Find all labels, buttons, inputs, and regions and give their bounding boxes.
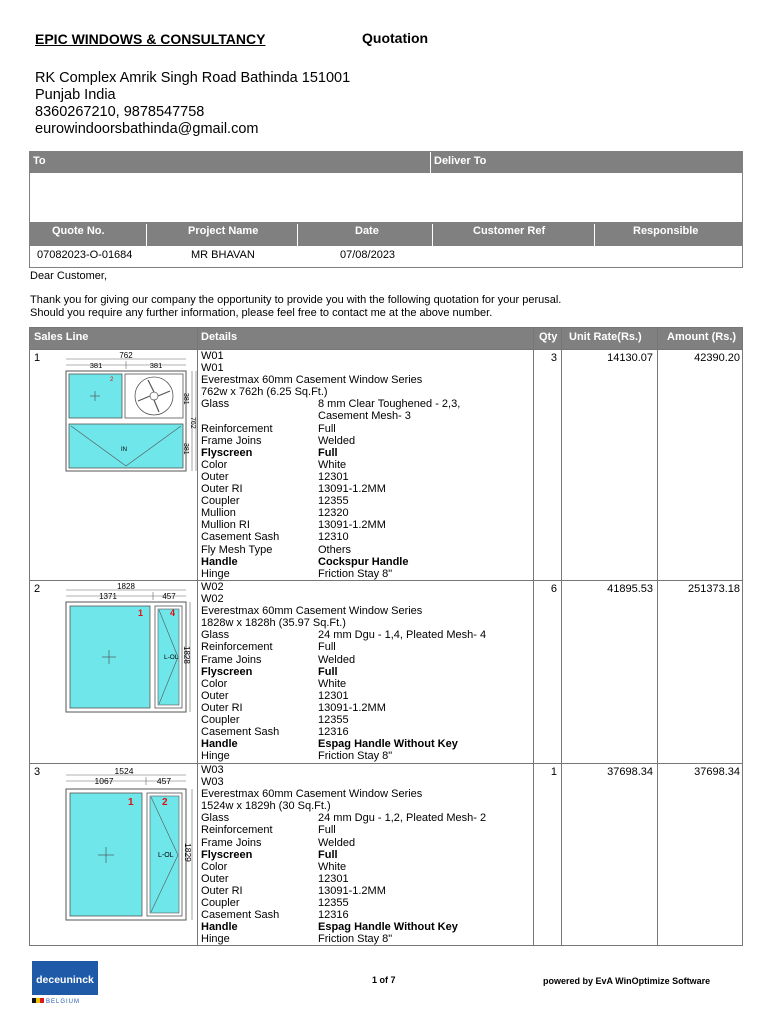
responsible-header: Responsible xyxy=(633,225,699,237)
spec-key: Reinforcement xyxy=(201,641,273,654)
unit-rate-value: 37698.34 xyxy=(607,766,653,778)
divider xyxy=(146,224,147,246)
spec-key: Mullion xyxy=(201,507,236,520)
spec-value: 12310 xyxy=(318,531,349,544)
spec-row xyxy=(201,849,486,861)
spec-value: Casement Mesh- 3 xyxy=(318,410,411,423)
spec-key: Glass xyxy=(201,398,230,411)
spec-value: Friction Stay 8" xyxy=(318,567,393,580)
mark-label: 2 xyxy=(110,377,114,383)
spec-row xyxy=(201,897,486,909)
item-code: W02 xyxy=(201,593,224,606)
dim-bottom: 381 xyxy=(182,443,189,455)
dim-left: 381 xyxy=(89,361,103,370)
item-code: W03 xyxy=(201,776,224,789)
spec-row xyxy=(201,495,460,507)
spec-value: 12301 xyxy=(318,470,349,483)
spec-value: Friction Stay 8" xyxy=(318,750,393,763)
spec-row xyxy=(201,690,486,702)
phone-line: 8360267210, 9878547758 xyxy=(35,104,205,120)
spec-value: 12320 xyxy=(318,507,349,520)
spec-key: Outer RI xyxy=(201,884,243,897)
spec-key: Flyscreen xyxy=(201,446,253,459)
in-label: IN xyxy=(121,447,127,453)
spec-key: Outer xyxy=(201,470,229,483)
project-name-header: Project Name xyxy=(188,225,259,237)
spec-key: Frame Joins xyxy=(201,836,262,849)
amount-value: 37698.34 xyxy=(694,766,740,778)
dim-left: 1371 xyxy=(99,592,117,601)
spec-key: Coupler xyxy=(201,897,240,910)
item-code: W03 xyxy=(201,764,224,776)
spec-value: 12316 xyxy=(318,909,349,922)
spec-key: Reinforcement xyxy=(201,824,273,837)
dim-height: 1829 xyxy=(183,843,193,862)
spec-row xyxy=(201,447,460,459)
item-specs xyxy=(201,629,486,762)
spec-key: Frame Joins xyxy=(201,653,262,666)
spec-row xyxy=(201,459,460,471)
item-size: 1524w x 1829h (30 Sq.Ft.) xyxy=(201,800,331,813)
dim-left: 1067 xyxy=(94,776,114,786)
lo-label: L-OL xyxy=(164,654,179,661)
company-name: EPIC WINDOWS & CONSULTANCY xyxy=(35,31,266,47)
company-address xyxy=(35,70,350,138)
item-size: 762w x 762h (6.25 Sq.Ft.) xyxy=(201,386,328,399)
spec-key: Casement Sash xyxy=(201,726,280,739)
spec-row xyxy=(201,861,486,873)
item-specs xyxy=(201,812,486,945)
intro-line: Should you require any further information, please feel free to contact me at the above number. xyxy=(30,307,493,319)
spec-row xyxy=(201,750,486,762)
spec-value: 13091-1.2MM xyxy=(318,519,386,532)
qty-value: 6 xyxy=(550,583,557,595)
spec-row xyxy=(201,410,460,422)
spec-value: 12355 xyxy=(318,897,349,910)
spec-value: 12316 xyxy=(318,726,349,739)
unit-rate-header: Unit Rate(Rs.) xyxy=(569,331,642,343)
spec-value: 13091-1.2MM xyxy=(318,701,386,714)
spec-value: Full xyxy=(318,824,336,837)
amount-value: 42390.20 xyxy=(694,352,740,364)
spec-row xyxy=(201,531,460,543)
spec-row xyxy=(201,641,486,653)
dim-right: 457 xyxy=(156,776,172,786)
spec-value: Full xyxy=(318,446,338,459)
intro-line: Thank you for giving our company the opportunity to provide you with the following quotation for your perusal. xyxy=(30,294,562,306)
mark-label: 1 xyxy=(138,608,144,618)
item-specs xyxy=(201,398,460,579)
spec-key: Frame Joins xyxy=(201,434,262,447)
column-divider xyxy=(657,328,658,945)
spec-row xyxy=(201,398,460,410)
spec-value: White xyxy=(318,677,347,690)
spec-key: Hinge xyxy=(201,567,230,580)
item-code: W01 xyxy=(201,350,224,362)
dim-right: 457 xyxy=(162,592,176,601)
spec-row xyxy=(201,714,486,726)
dim-width: 762 xyxy=(119,351,133,360)
spec-key: Reinforcement xyxy=(201,422,273,435)
quote-info-table xyxy=(29,223,743,268)
amount-value: 251373.18 xyxy=(688,583,740,595)
spec-key: Color xyxy=(201,458,228,471)
spec-row xyxy=(201,666,486,678)
divider xyxy=(297,224,298,246)
spec-row xyxy=(201,909,486,921)
qty-header: Qty xyxy=(539,331,558,343)
unit-rate-value: 41895.53 xyxy=(607,583,653,595)
spec-key: Mullion RI xyxy=(201,519,250,532)
spec-key: Handle xyxy=(201,555,238,568)
spec-row xyxy=(201,483,460,495)
item-code: W02 xyxy=(201,581,224,593)
logo-subtext: BELGIUM xyxy=(46,999,81,1004)
sales-line-number: 2 xyxy=(34,583,41,595)
spec-key: Flyscreen xyxy=(201,665,253,678)
spec-row xyxy=(201,556,460,568)
page-number: 1 of 7 xyxy=(372,975,396,985)
address-box xyxy=(29,151,743,223)
divider xyxy=(432,224,433,246)
deceuninck-logo xyxy=(32,961,98,1004)
spec-value: Welded xyxy=(318,836,356,849)
item-series: Everestmax 60mm Casement Window Series xyxy=(201,788,423,801)
window-drawing-w02 xyxy=(58,582,198,714)
qty-value: 1 xyxy=(550,766,557,778)
item-size: 1828w x 1828h (35.97 Sq.Ft.) xyxy=(201,617,346,630)
column-divider xyxy=(533,328,534,945)
spec-row xyxy=(201,702,486,714)
items-table-header xyxy=(30,328,742,349)
logo-text: deceuninck xyxy=(36,974,94,986)
dim-height: 762 xyxy=(189,417,196,429)
dim-width: 1524 xyxy=(114,766,134,776)
spec-key: Coupler xyxy=(201,714,240,727)
spec-key: Casement Sash xyxy=(201,909,280,922)
spec-value: Espag Handle Without Key xyxy=(318,738,458,751)
spec-row xyxy=(201,544,460,556)
quote-info-header xyxy=(30,224,742,246)
spec-row xyxy=(201,921,486,933)
spec-value: 24 mm Dgu - 1,4, Pleated Mesh- 4 xyxy=(318,629,487,642)
window-drawing-w01 xyxy=(58,351,198,481)
to-label: To xyxy=(33,155,46,167)
mark-label: 1 xyxy=(128,797,134,808)
details-header: Details xyxy=(201,331,238,343)
quote-no-value: 07082023-O-01684 xyxy=(37,249,133,261)
document-title: Quotation xyxy=(362,30,429,46)
address-box-header xyxy=(30,152,742,173)
item-details xyxy=(201,350,460,580)
spec-value: Others xyxy=(318,543,352,556)
spec-value: Welded xyxy=(318,653,356,666)
spec-key: Color xyxy=(201,860,228,873)
unit-rate-value: 14130.07 xyxy=(607,352,653,364)
spec-value: Friction Stay 8" xyxy=(318,933,393,946)
spec-row xyxy=(201,837,486,849)
date-header: Date xyxy=(355,225,379,237)
divider xyxy=(430,152,431,173)
spec-row xyxy=(201,423,460,435)
quote-no-header: Quote No. xyxy=(52,225,105,237)
spec-row xyxy=(201,678,486,690)
dim-width: 1828 xyxy=(117,582,135,591)
spec-key: Outer xyxy=(201,689,229,702)
lo-label: L-OL xyxy=(158,852,174,859)
greeting: Dear Customer, xyxy=(30,270,108,282)
spec-key: Outer RI xyxy=(201,701,243,714)
window-drawing-w03 xyxy=(58,765,198,930)
dim-height: 1828 xyxy=(182,646,191,664)
sales-line-header: Sales Line xyxy=(34,331,89,343)
spec-key: Flyscreen xyxy=(201,848,253,861)
item-series: Everestmax 60mm Casement Window Series xyxy=(201,374,423,387)
spec-key: Casement Sash xyxy=(201,531,280,544)
powered-by: powered by EvA WinOptimize Software xyxy=(543,976,711,986)
spec-value: White xyxy=(318,458,347,471)
spec-row xyxy=(201,824,486,836)
spec-value: 12301 xyxy=(318,689,349,702)
email-line: eurowindoorsbathinda@gmail.com xyxy=(35,121,259,137)
spec-row xyxy=(201,471,460,483)
column-divider xyxy=(561,328,562,945)
spec-row xyxy=(201,435,460,447)
spec-row xyxy=(201,507,460,519)
sales-line-number: 1 xyxy=(34,352,41,364)
spec-row xyxy=(201,812,486,824)
spec-key: Hinge xyxy=(201,750,230,763)
spec-row xyxy=(201,933,486,945)
spec-value: White xyxy=(318,860,347,873)
address-line: RK Complex Amrik Singh Road Bathinda 151001 xyxy=(35,70,351,86)
spec-value: 12301 xyxy=(318,872,349,885)
spec-row xyxy=(201,654,486,666)
spec-value: Full xyxy=(318,422,336,435)
customer-ref-header: Customer Ref xyxy=(473,225,546,237)
dim-top: 381 xyxy=(182,393,189,405)
spec-value: Full xyxy=(318,665,338,678)
spec-key: Handle xyxy=(201,738,238,751)
spec-key: Hinge xyxy=(201,933,230,946)
mark-label: 2 xyxy=(162,797,168,808)
spec-value: 24 mm Dgu - 1,2, Pleated Mesh- 2 xyxy=(318,812,487,825)
spec-value: Full xyxy=(318,641,336,654)
date-value: 07/08/2023 xyxy=(340,249,396,261)
item-series: Everestmax 60mm Casement Window Series xyxy=(201,605,423,618)
dim-right: 381 xyxy=(149,361,163,370)
spec-row xyxy=(201,738,486,750)
spec-row xyxy=(201,726,486,738)
spec-value: Full xyxy=(318,848,338,861)
spec-key xyxy=(201,410,318,422)
spec-value: Welded xyxy=(318,434,356,447)
project-name-value: MR BHAVAN xyxy=(191,249,255,261)
spec-key: Color xyxy=(201,677,228,690)
spec-value: 12355 xyxy=(318,714,349,727)
sales-line-number: 3 xyxy=(34,766,41,778)
item-details xyxy=(201,764,486,945)
spec-key: Outer RI xyxy=(201,483,243,496)
spec-value: 13091-1.2MM xyxy=(318,884,386,897)
address-line: Punjab India xyxy=(35,87,116,103)
spec-key: Glass xyxy=(201,629,230,642)
spec-value: 12355 xyxy=(318,495,349,508)
spec-value: Cockspur Handle xyxy=(318,555,409,568)
spec-value: Espag Handle Without Key xyxy=(318,921,458,934)
qty-value: 3 xyxy=(550,352,557,364)
spec-row xyxy=(201,568,460,580)
spec-row xyxy=(201,873,486,885)
spec-row xyxy=(201,629,486,641)
spec-key: Glass xyxy=(201,812,230,825)
spec-row xyxy=(201,519,460,531)
item-code: W01 xyxy=(201,362,224,375)
spec-key: Outer xyxy=(201,872,229,885)
spec-value: 8 mm Clear Toughened - 2,3, xyxy=(318,398,461,411)
spec-key: Handle xyxy=(201,921,238,934)
divider xyxy=(594,224,595,246)
amount-header: Amount (Rs.) xyxy=(667,331,737,343)
deliver-to-label: Deliver To xyxy=(434,155,487,167)
spec-value: 13091-1.2MM xyxy=(318,483,386,496)
item-details xyxy=(201,581,486,762)
spec-key: Coupler xyxy=(201,495,240,508)
items-table xyxy=(29,327,743,946)
mark-label: 4 xyxy=(170,608,176,618)
spec-row xyxy=(201,885,486,897)
spec-key: Fly Mesh Type xyxy=(201,543,273,556)
